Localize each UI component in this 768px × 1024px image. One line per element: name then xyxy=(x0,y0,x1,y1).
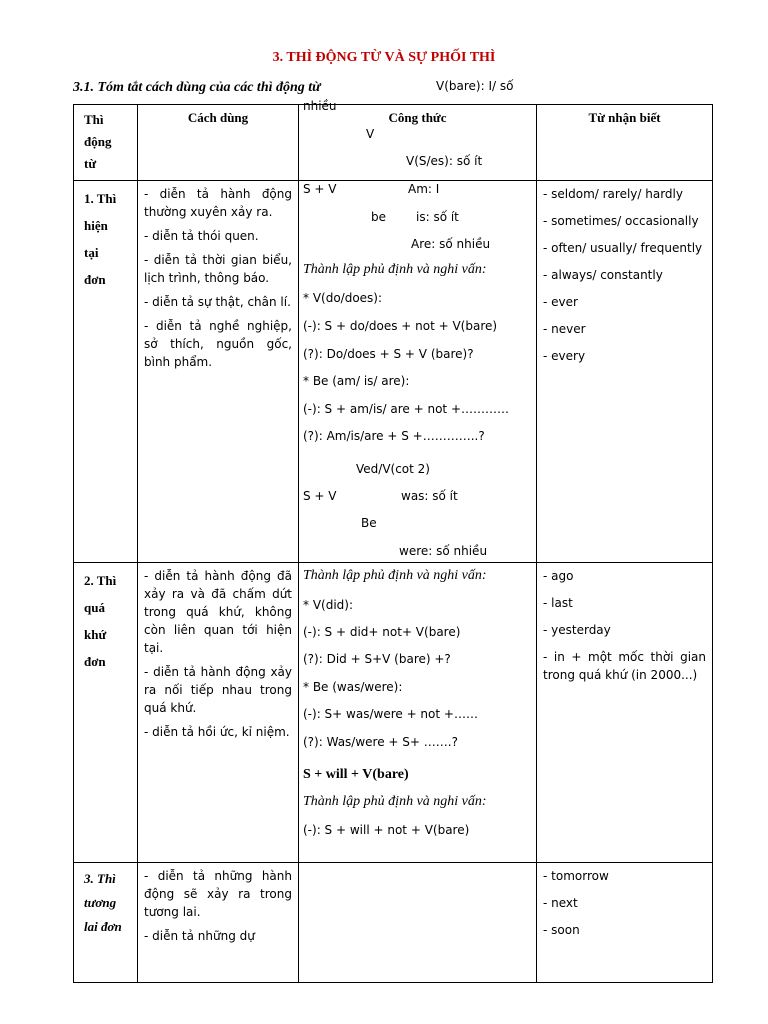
formula-line: (-): S + did+ not+ V(bare) xyxy=(303,624,461,639)
usage-item: - diễn tả những hành động sẽ xảy ra trong tương lai. xyxy=(144,869,292,919)
formula-line: (-): S + do/does + not + V(bare) xyxy=(303,318,498,333)
formula-line: (?): Am/is/are + S +…………..? xyxy=(303,428,485,443)
usage-item: - diễn tả thói quen. xyxy=(144,229,259,243)
formula-line: Thành lập phủ định và nghi vấn: xyxy=(303,567,487,583)
tense-name-line: quá xyxy=(84,600,105,615)
keyword-item: - seldom/ rarely/ hardly xyxy=(543,187,683,201)
usage-cell xyxy=(138,563,299,863)
keyword-item: - next xyxy=(543,896,578,910)
header-usage: Cách dùng xyxy=(138,105,299,181)
keyword-item: - yesterday xyxy=(543,623,611,637)
keyword-item: - often/ usually/ frequently xyxy=(543,241,703,255)
formula-line: Am: I xyxy=(408,181,440,196)
formula-line: * Be (am/ is/ are): xyxy=(303,373,410,388)
formula-line: * V(did): xyxy=(303,597,353,612)
formula-line: (-): S + will + not + V(bare) xyxy=(303,822,470,837)
usage-cell xyxy=(138,863,299,983)
tense-name-line: đơn xyxy=(84,272,106,287)
tense-name-line: 2. Thì xyxy=(84,573,117,588)
formula-line: be xyxy=(371,209,386,224)
formula-line: nhiều xyxy=(303,98,337,113)
header-formula: Công thức xyxy=(299,105,537,181)
table-header-row xyxy=(74,105,713,181)
formula-line: Be xyxy=(361,515,377,530)
tense-name-line: hiện xyxy=(84,218,108,233)
formula-line: Ved/V(cot 2) xyxy=(356,461,430,476)
formula-line: S + V xyxy=(303,181,337,196)
formula-line: (?): Did + S+V (bare) +? xyxy=(303,651,451,666)
header-keywords: Từ nhận biết xyxy=(537,105,713,181)
formula-line: (-): S + am/is/ are + not +………… xyxy=(303,401,509,416)
formula-line: * Be (was/were): xyxy=(303,679,403,694)
keyword-item: - always/ constantly xyxy=(543,268,663,282)
header-tense xyxy=(74,105,138,181)
keyword-item: - ago xyxy=(543,569,574,583)
tense-name-line: 1. Thì xyxy=(84,191,117,206)
usage-item: - diễn tả hành động xảy ra nối tiếp nhau trong quá khứ. xyxy=(144,665,292,715)
keyword-item: - every xyxy=(543,349,586,363)
formula-line: V(bare): I/ số xyxy=(436,78,514,93)
page-title: 3. THÌ ĐỘNG TỪ VÀ SỰ PHỐI THÌ xyxy=(272,50,496,65)
section-subtitle: 3.1. Tóm tắt cách dùng của các thì động từ xyxy=(73,80,321,95)
usage-item: - diễn tả hành động đã xảy ra và đã chấm dứt trong quá khứ, không còn liên quan tới hiện tại. xyxy=(144,569,292,655)
usage-item: - diễn tả thời gian biểu, lịch trình, thông báo. xyxy=(144,253,292,285)
tense-name-line: khứ xyxy=(84,627,107,642)
keyword-item: - sometimes/ occasionally xyxy=(543,214,699,228)
formula-line: Thành lập phủ định và nghi vấn: xyxy=(303,261,487,277)
formula-line: S + V xyxy=(303,488,337,503)
header-tense-line: Thì xyxy=(84,112,104,127)
formula-line: * V(do/does): xyxy=(303,290,383,305)
usage-item: - diễn tả những dự xyxy=(144,929,255,943)
tense-name-line: tương xyxy=(84,895,117,910)
header-tense-line: từ xyxy=(84,156,97,171)
formula-line: was: số ít xyxy=(401,488,458,503)
formula-line: is: số ít xyxy=(416,209,459,224)
keyword-item: - never xyxy=(543,322,586,336)
formula-line: (?): Was/were + S+ …….? xyxy=(303,734,458,749)
keywords-cell xyxy=(537,863,713,983)
formula-line: V(S/es): số ít xyxy=(406,153,483,168)
usage-item: - diễn tả nghề nghiệp, sở thích, nguồn gốc, bình phẩm. xyxy=(144,319,292,369)
tense-name-line: tại xyxy=(84,245,99,260)
formula-line: (?): Do/does + S + V (bare)? xyxy=(303,346,474,361)
table-row xyxy=(74,563,713,863)
tense-name-line: lai đơn xyxy=(84,919,122,934)
tense-name-line: đơn xyxy=(84,654,106,669)
keyword-item: - last xyxy=(543,596,573,610)
formula-line: Are: số nhiều xyxy=(411,236,491,251)
formula-line: Thành lập phủ định và nghi vấn: xyxy=(303,793,487,809)
formula-line: were: số nhiều xyxy=(399,543,488,558)
usage-cell xyxy=(138,181,299,563)
formula-line: S + will + V(bare) xyxy=(303,766,409,782)
formula-line: (-): S+ was/were + not +…… xyxy=(303,706,478,721)
usage-item: - diễn tả sự thật, chân lí. xyxy=(144,295,291,309)
keyword-item: - in + một mốc thời gian trong quá khứ (in 2000...) xyxy=(543,650,706,682)
usage-item: - diễn tả hồi ức, kỉ niệm. xyxy=(144,725,290,739)
tense-name xyxy=(74,181,138,563)
usage-item: - diễn tả hành động thường xuyên xảy ra. xyxy=(144,187,292,219)
formula-cell xyxy=(299,766,537,983)
keywords-cell xyxy=(537,563,713,863)
keywords-cell xyxy=(537,181,713,563)
table-row xyxy=(74,863,713,983)
formula-line: V xyxy=(366,126,375,141)
header-tense-line: động xyxy=(84,134,112,149)
tense-name xyxy=(74,563,138,863)
formula-cell xyxy=(299,461,537,863)
tense-name xyxy=(74,863,138,983)
table-row xyxy=(74,181,713,563)
keyword-item: - soon xyxy=(543,923,580,937)
keyword-item: - ever xyxy=(543,295,578,309)
tense-name-line: 3. Thì xyxy=(84,871,116,886)
keyword-item: - tomorrow xyxy=(543,869,609,883)
